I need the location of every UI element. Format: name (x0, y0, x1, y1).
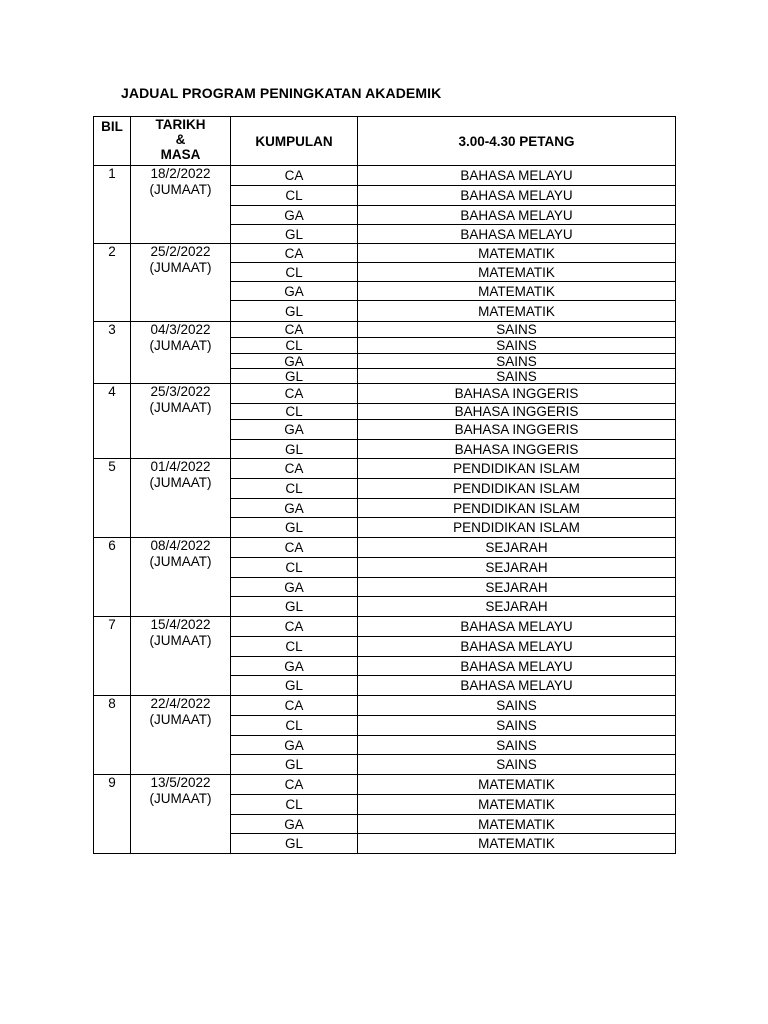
table-row (94, 322, 676, 338)
subject-cell: SEJARAH (358, 597, 676, 617)
subject-cell: MATEMATIK (358, 795, 676, 815)
header-bil: BIL (94, 117, 131, 166)
header-tarikh (131, 117, 231, 166)
subject-cell: SEJARAH (358, 578, 676, 597)
table-row (94, 244, 676, 263)
table-row (94, 166, 676, 186)
group-cell: GL (231, 755, 358, 775)
date-cell (131, 166, 231, 244)
group-cell: CA (231, 166, 358, 186)
subject-cell: PENDIDIKAN ISLAM (358, 479, 676, 499)
bil-cell: 3 (94, 322, 131, 384)
bil-cell: 9 (94, 775, 131, 854)
bil-cell: 7 (94, 617, 131, 696)
subject-cell: SAINS (358, 736, 676, 755)
table-row (94, 696, 676, 716)
group-cell: CA (231, 322, 358, 338)
day-text: (JUMAAT) (149, 554, 212, 569)
group-cell: GL (231, 834, 358, 854)
group-cell: CL (231, 795, 358, 815)
date-cell (131, 538, 231, 617)
subject-cell: BAHASA INGGERIS (358, 404, 676, 420)
day-text: (JUMAAT) (149, 475, 212, 490)
header-tarikh-line2: & (175, 132, 186, 147)
group-cell: CA (231, 617, 358, 637)
date-text: 01/4/2022 (150, 459, 211, 474)
group-cell: CA (231, 384, 358, 404)
subject-cell: MATEMATIK (358, 301, 676, 322)
group-cell: GA (231, 354, 358, 369)
bil-cell: 1 (94, 166, 131, 244)
subject-cell: SAINS (358, 369, 676, 384)
subject-cell: BAHASA INGGERIS (358, 440, 676, 459)
group-cell: GA (231, 420, 358, 440)
group-cell: CA (231, 696, 358, 716)
subject-cell: BAHASA MELAYU (358, 166, 676, 186)
schedule-body (94, 166, 676, 854)
date-text: 25/2/2022 (150, 244, 211, 259)
date-cell (131, 322, 231, 384)
day-text: (JUMAAT) (149, 182, 212, 197)
group-cell: CA (231, 244, 358, 263)
group-cell: GL (231, 518, 358, 538)
subject-cell: BAHASA MELAYU (358, 617, 676, 637)
subject-cell: MATEMATIK (358, 244, 676, 263)
subject-cell: SAINS (358, 338, 676, 354)
subject-cell: MATEMATIK (358, 775, 676, 795)
bil-cell: 6 (94, 538, 131, 617)
date-text: 04/3/2022 (150, 322, 211, 337)
table-row (94, 459, 676, 479)
group-cell: GA (231, 282, 358, 301)
bil-cell: 2 (94, 244, 131, 322)
subject-cell: BAHASA MELAYU (358, 225, 676, 244)
day-text: (JUMAAT) (149, 260, 212, 275)
group-cell: CA (231, 538, 358, 558)
day-text: (JUMAAT) (149, 338, 212, 353)
table-row (94, 775, 676, 795)
subject-cell: SEJARAH (358, 558, 676, 578)
group-cell: GA (231, 815, 358, 834)
table-row (94, 538, 676, 558)
subject-cell: BAHASA INGGERIS (358, 384, 676, 404)
subject-cell: SAINS (358, 716, 676, 736)
subject-cell: BAHASA MELAYU (358, 676, 676, 696)
group-cell: CA (231, 775, 358, 795)
subject-cell: MATEMATIK (358, 815, 676, 834)
bil-cell: 8 (94, 696, 131, 775)
date-text: 15/4/2022 (150, 617, 211, 632)
date-cell (131, 775, 231, 854)
group-cell: GA (231, 578, 358, 597)
subject-cell: MATEMATIK (358, 834, 676, 854)
schedule-table (93, 116, 676, 854)
subject-cell: SAINS (358, 755, 676, 775)
group-cell: GA (231, 499, 358, 518)
group-cell: GL (231, 301, 358, 322)
subject-cell: BAHASA MELAYU (358, 657, 676, 676)
date-text: 18/2/2022 (150, 166, 211, 181)
header-session: 3.00-4.30 PETANG (358, 117, 676, 166)
subject-cell: MATEMATIK (358, 263, 676, 282)
date-text: 13/5/2022 (150, 775, 211, 790)
date-text: 25/3/2022 (150, 384, 211, 399)
group-cell: CL (231, 479, 358, 499)
group-cell: GL (231, 225, 358, 244)
date-cell (131, 384, 231, 459)
subject-cell: MATEMATIK (358, 282, 676, 301)
group-cell: GL (231, 676, 358, 696)
group-cell: GA (231, 736, 358, 755)
bil-cell: 4 (94, 384, 131, 459)
group-cell: CA (231, 459, 358, 479)
date-cell (131, 459, 231, 538)
subject-cell: PENDIDIKAN ISLAM (358, 499, 676, 518)
header-tarikh-line1: TARIKH (155, 117, 206, 132)
group-cell: GL (231, 369, 358, 384)
subject-cell: BAHASA MELAYU (358, 186, 676, 206)
subject-cell: SAINS (358, 696, 676, 716)
date-text: 22/4/2022 (150, 696, 211, 711)
date-cell (131, 244, 231, 322)
subject-cell: BAHASA MELAYU (358, 637, 676, 657)
date-text: 08/4/2022 (150, 538, 211, 553)
table-row (94, 617, 676, 637)
bil-cell: 5 (94, 459, 131, 538)
group-cell: GA (231, 657, 358, 676)
day-text: (JUMAAT) (149, 791, 212, 806)
header-kumpulan: KUMPULAN (231, 117, 358, 166)
subject-cell: SAINS (358, 354, 676, 369)
group-cell: GA (231, 206, 358, 225)
subject-cell: PENDIDIKAN ISLAM (358, 459, 676, 479)
subject-cell: BAHASA MELAYU (358, 206, 676, 225)
date-cell (131, 617, 231, 696)
group-cell: CL (231, 637, 358, 657)
subject-cell: SEJARAH (358, 538, 676, 558)
group-cell: GL (231, 597, 358, 617)
date-cell (131, 696, 231, 775)
subject-cell: BAHASA INGGERIS (358, 420, 676, 440)
group-cell: GL (231, 440, 358, 459)
group-cell: CL (231, 558, 358, 578)
header-tarikh-line3: MASA (160, 147, 201, 162)
day-text: (JUMAAT) (149, 633, 212, 648)
subject-cell: PENDIDIKAN ISLAM (358, 518, 676, 538)
group-cell: CL (231, 716, 358, 736)
header-row (94, 117, 676, 166)
day-text: (JUMAAT) (149, 712, 212, 727)
group-cell: CL (231, 404, 358, 420)
day-text: (JUMAAT) (149, 400, 212, 415)
page-title: JADUAL PROGRAM PENINGKATAN AKADEMIK (121, 85, 442, 101)
group-cell: CL (231, 186, 358, 206)
group-cell: CL (231, 338, 358, 354)
group-cell: CL (231, 263, 358, 282)
table-row (94, 384, 676, 404)
subject-cell: SAINS (358, 322, 676, 338)
